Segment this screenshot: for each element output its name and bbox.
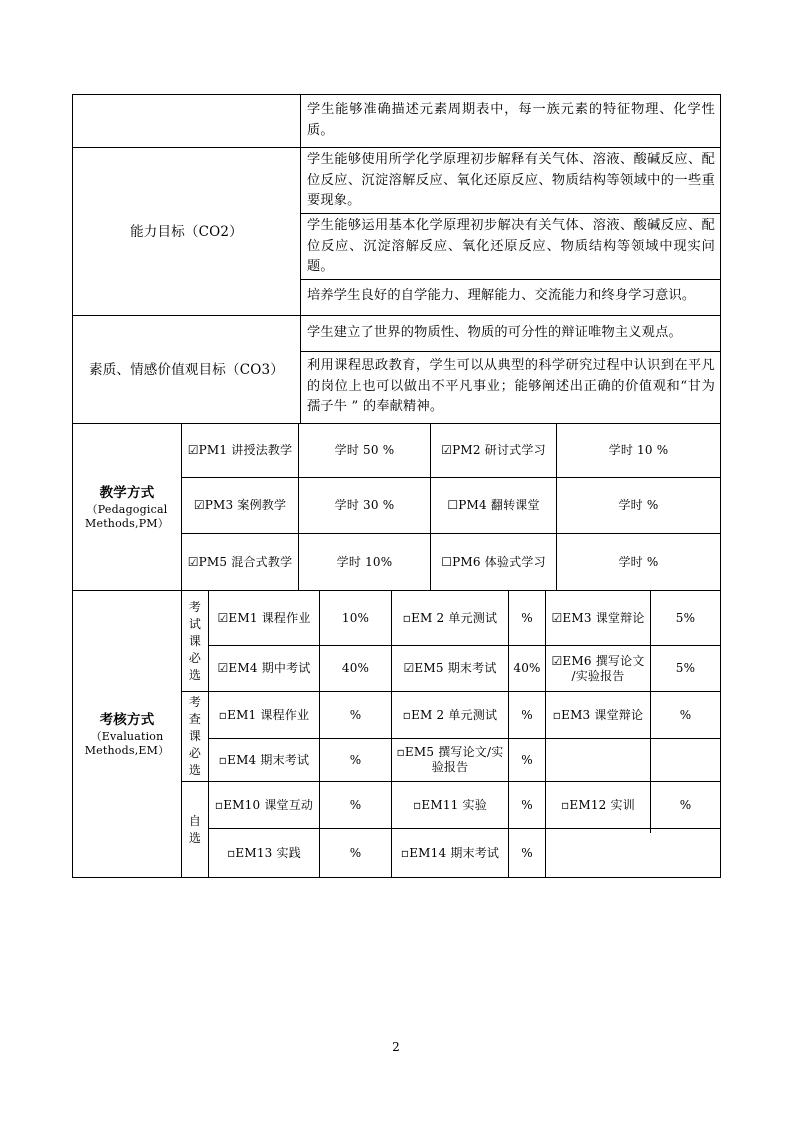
assessment-methods-heading — [73, 591, 181, 877]
assessment-subtitle-1: （Evaluation — [90, 730, 164, 743]
optional-em11-percent: % — [521, 797, 533, 812]
divider — [300, 213, 721, 214]
teaching-title: 教学方式 — [99, 485, 155, 501]
pm3-hours: 学时 30 % — [334, 498, 395, 512]
check-em5-percent: % — [521, 752, 533, 767]
optional-em12-percent: % — [679, 797, 692, 812]
check-em5-label-line-1: ▫EM5 撰写论文/实 — [396, 745, 504, 759]
pm1-checkbox-label[interactable]: ☑PM1 讲授法教学 — [187, 443, 293, 457]
teaching-subtitle-2: Methods,PM） — [85, 517, 169, 530]
quality-objective-1: 学生建立了世界的物质性、物质的可分性的辩证唯物主义观点。 — [307, 325, 682, 340]
optional-em10-percent: % — [349, 797, 362, 812]
pm4-hours: 学时 % — [618, 498, 659, 512]
pm2-hours: 学时 10 % — [608, 443, 669, 457]
border-right — [720, 94, 721, 878]
optional-em10-checkbox-label[interactable]: ▫EM10 课堂互动 — [214, 797, 314, 812]
optional-em12-checkbox-label[interactable]: ▫EM12 实训 — [561, 797, 635, 812]
exam-em2-percent: % — [521, 610, 533, 625]
check-em3-percent: % — [679, 707, 692, 722]
check-em2-checkbox-label[interactable]: ▫EM 2 单元测试 — [402, 707, 498, 722]
teaching-subtitle-1: （Pedagogical — [86, 503, 168, 516]
check-em3-checkbox-label[interactable]: ▫EM3 课堂辩论 — [552, 707, 644, 722]
check-em4-checkbox-label[interactable]: ▫EM4 期末考试 — [218, 752, 310, 767]
check-em1-percent: % — [349, 707, 362, 722]
exam-em2-checkbox-label[interactable]: ▫EM 2 单元测试 — [402, 610, 498, 625]
exam-em6-label-line-1: ☑EM6 撰写论文 — [551, 653, 645, 668]
exam-em5-percent: 40% — [513, 661, 541, 675]
pm1-hours: 学时 50 % — [334, 443, 395, 457]
check-em2-percent: % — [521, 707, 533, 722]
ability-objective-1: 学生能够使用所学化学原理初步解释有关气体、溶液、酸碱反应、配位反应、沉淀溶解反应、氧化还原反应、物质结构等领域中的一些重要现象。 — [307, 152, 715, 208]
quality-objective-2: 利用课程思政教育，学生可以从典型的科学研究过程中认识到在平凡的岗位上也可以做出不平凡事业；能够阐述出正确的价值观和“甘为孺子牛 ” 的奉献精神。 — [307, 358, 715, 414]
exam-em4-percent: 40% — [341, 661, 370, 675]
pm5-checkbox-label[interactable]: ☑PM5 混合式教学 — [187, 554, 293, 569]
check-group-label: 考查课必选 — [188, 695, 202, 777]
ability-objective-2: 学生能够运用基本化学原理初步解决有关气体、溶液、酸碱反应、配位反应、沉淀溶解反应、氧化还原反应、物质结构等领域中现实问题。 — [307, 218, 715, 274]
exam-em3-checkbox-label[interactable]: ☑EM3 课堂辩论 — [551, 610, 645, 625]
exam-em4-checkbox-label[interactable]: ☑EM4 期中考试 — [217, 661, 311, 675]
optional-em11-checkbox-label[interactable]: ▫EM11 实验 — [413, 797, 487, 812]
divider — [300, 94, 301, 424]
assessment-subtitle-2: Methods,EM） — [84, 744, 170, 757]
exam-em1-checkbox-label[interactable]: ☑EM1 课程作业 — [217, 610, 311, 625]
divider — [300, 351, 721, 352]
pm3-checkbox-label[interactable]: ☑PM3 案例教学 — [193, 498, 287, 512]
teaching-methods-heading — [73, 424, 181, 590]
exam-group-label: 考试课必选 — [188, 599, 202, 682]
optional-em13-checkbox-label[interactable]: ▫EM13 实践 — [227, 845, 301, 860]
optional-group-label: 自选 — [188, 813, 202, 845]
assessment-title: 考核方式 — [99, 712, 155, 728]
pm4-checkbox-label[interactable]: ☐PM4 翻转课堂 — [447, 498, 540, 512]
check-em5-label-line-2: 验报告 — [431, 760, 469, 774]
quality-objective-label: 素质、情感价值观目标（CO3） — [89, 361, 284, 378]
check-em4-percent: % — [349, 752, 362, 767]
check-em5-checkbox-label[interactable] — [392, 739, 508, 781]
exam-em6-checkbox-label[interactable] — [546, 646, 650, 691]
check-em1-checkbox-label[interactable]: ▫EM1 课程作业 — [218, 707, 310, 722]
exam-em1-percent: 10% — [341, 610, 370, 625]
page-number: 2 — [392, 1040, 400, 1054]
border-top — [72, 94, 721, 95]
border-bottom — [72, 877, 721, 878]
exam-em6-label-line-2: /实验报告 — [571, 668, 625, 683]
pm2-checkbox-label[interactable]: ☑PM2 研讨式学习 — [441, 443, 546, 457]
knowledge-objective-text: 学生能够准确描述元素周期表中，每一族元素的特征物理、化学性质。 — [307, 102, 715, 138]
optional-em14-percent: % — [521, 845, 533, 860]
exam-em5-checkbox-label[interactable]: ☑EM5 期末考试 — [403, 661, 497, 675]
pm6-checkbox-label[interactable]: ☐PM6 体验式学习 — [441, 554, 546, 569]
exam-em3-percent: 5% — [675, 610, 696, 625]
exam-em6-percent: 5% — [675, 661, 696, 675]
ability-objective-3: 培养学生良好的自学能力、理解能力、交流能力和终身学习意识。 — [307, 288, 696, 303]
optional-em14-checkbox-label[interactable]: ▫EM14 期末考试 — [400, 845, 500, 860]
ability-objective-label: 能力目标（CO2） — [130, 223, 243, 240]
pm5-hours: 学时 10% — [336, 554, 393, 569]
divider — [300, 279, 721, 280]
optional-em13-percent: % — [349, 845, 362, 860]
pm6-hours: 学时 % — [618, 554, 659, 569]
